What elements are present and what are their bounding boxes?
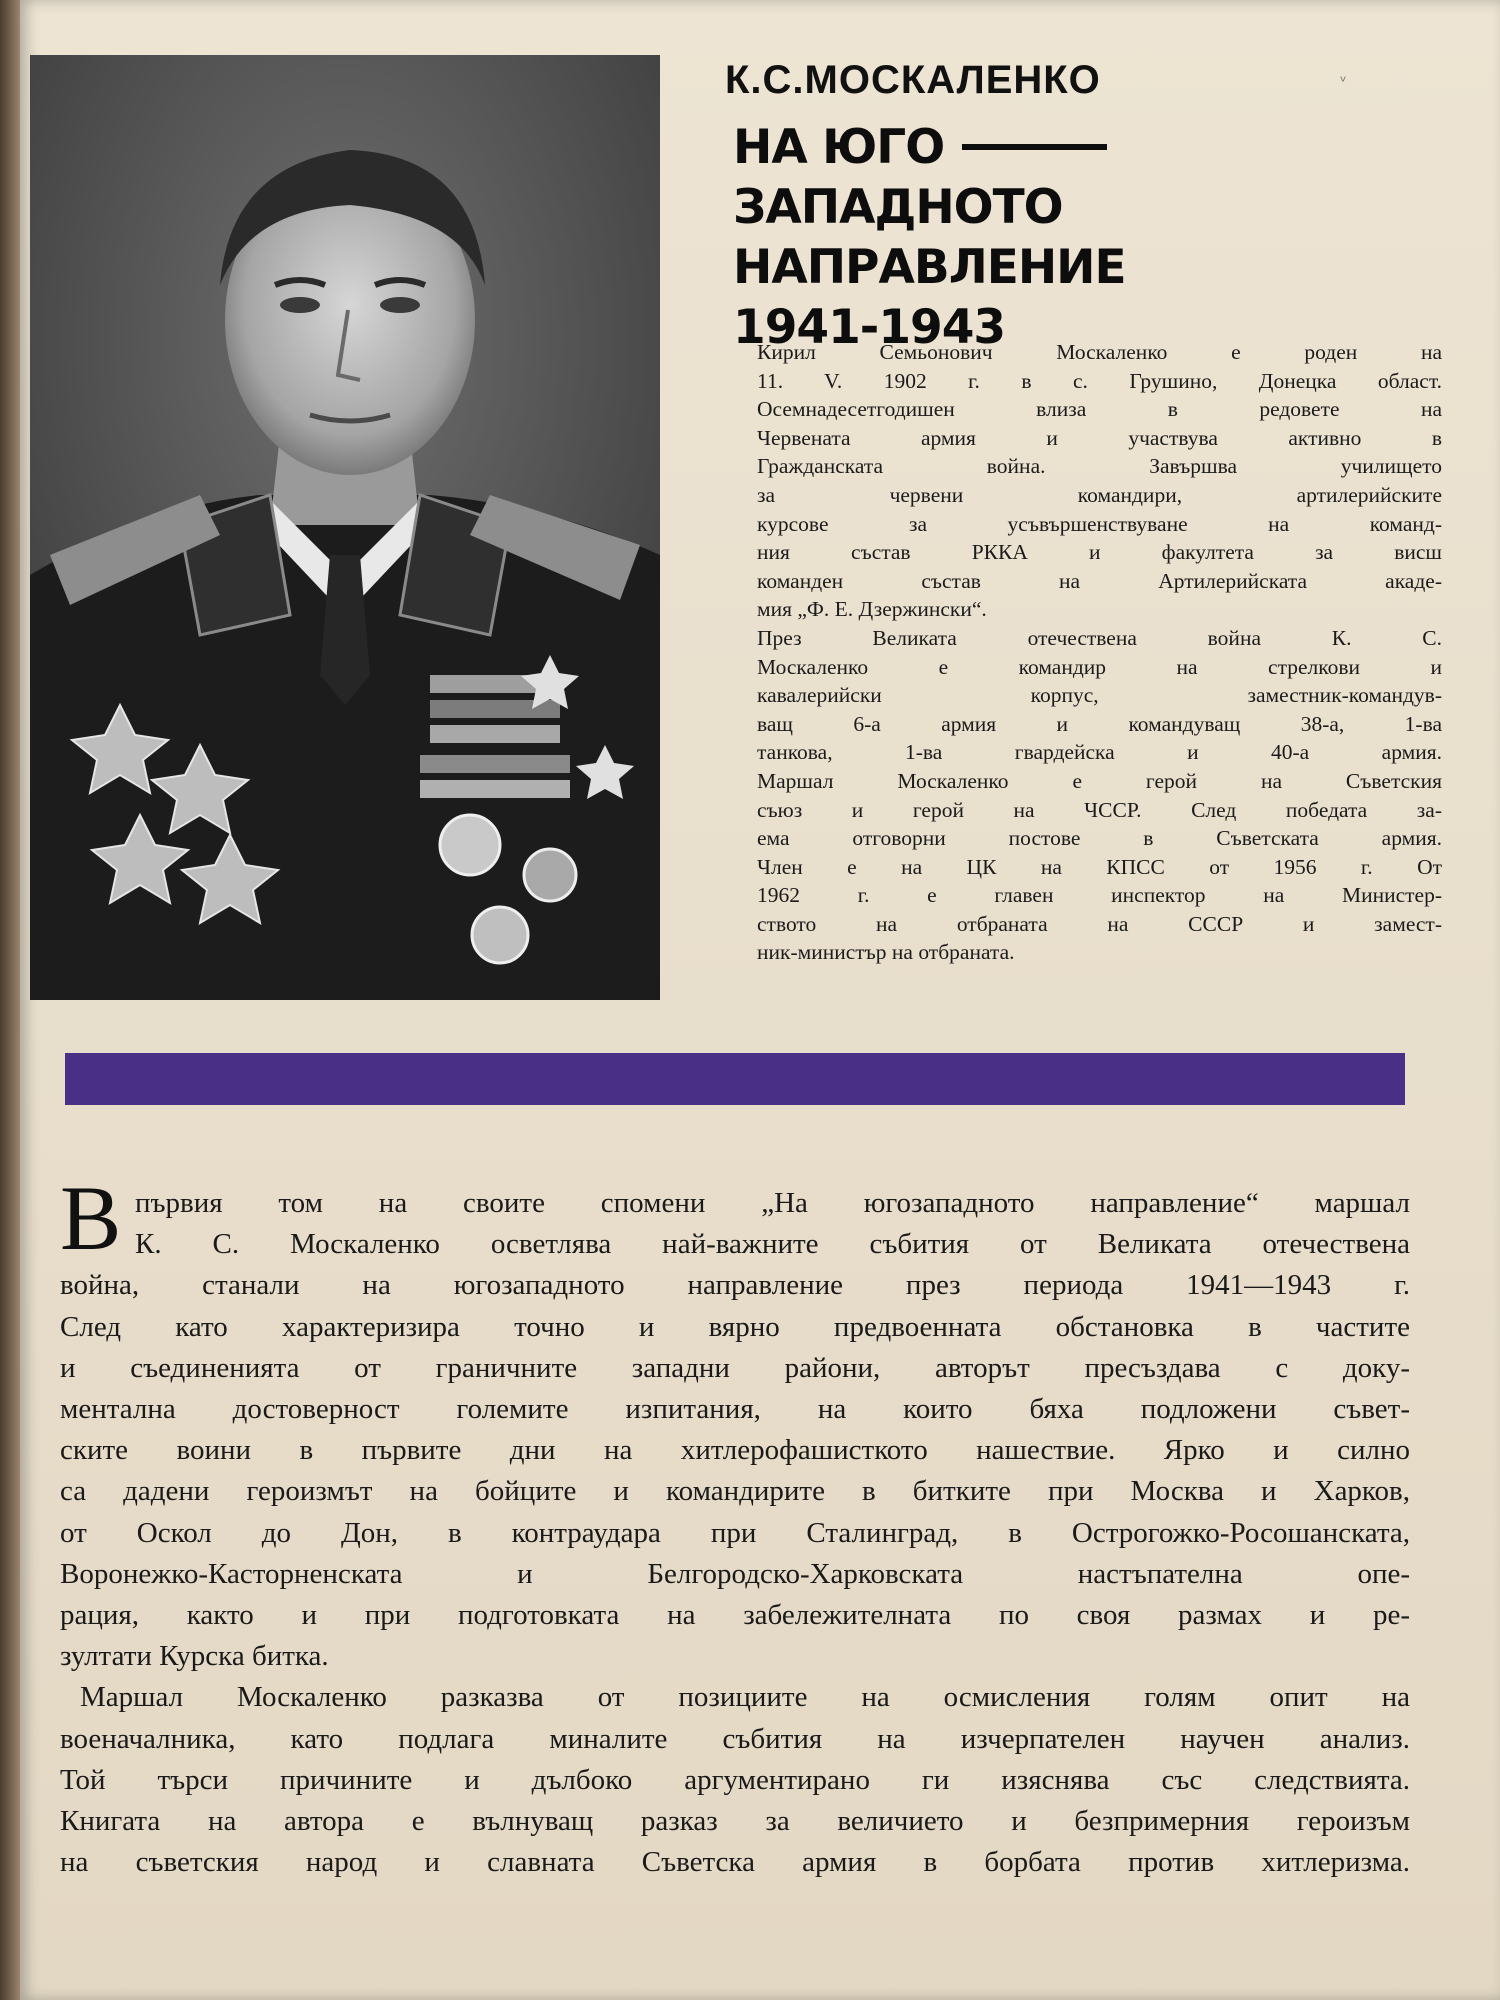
- bio-line: за червени командири, артилерийските: [757, 482, 1442, 507]
- bio-line: 11. V. 1902 г. в с. Грушино, Донецка област.: [757, 368, 1442, 393]
- bio-line: Маршал Москаленко е герой на Съветския: [757, 768, 1442, 793]
- description-line: К. С. Москаленко осветлява най-важните събития от Великата отечествена: [135, 1228, 1410, 1261]
- description-line: на съветския народ и славната Съветска армия в борбата против хитлеризма.: [60, 1846, 1410, 1879]
- bio-line: кавалерийски корпус, заместник-командув-: [757, 683, 1442, 708]
- corner-mark: ᵛ: [1340, 72, 1347, 91]
- bio-line: Член е на ЦК на КПСС от 1956 г. От: [757, 854, 1442, 879]
- description-line: ските воини в първите дни на хитлерофашисткото нашествие. Ярко и силно: [60, 1434, 1410, 1467]
- title-dash: [962, 144, 1107, 150]
- description-line: Маршал Москаленко разказва от позициите на осмисления голям опит на: [80, 1681, 1410, 1714]
- bio-line: През Великата отечествена война К. С.: [757, 625, 1442, 650]
- description-line: След като характеризира точно и вярно предвоенната обстановка в частите: [60, 1310, 1410, 1343]
- bio-line: ема отговорни постове в Съветската армия.: [757, 826, 1442, 851]
- author-biography: [757, 338, 1442, 967]
- title-line-4: 1941-1943: [733, 300, 1006, 355]
- book-description: [60, 1183, 1410, 1883]
- bio-line: курсове за усъвършенствуване на команд-: [757, 511, 1442, 536]
- description-line: са дадени героизмът на бойците и командирите в битките при Москва и Харков,: [60, 1475, 1410, 1508]
- bio-line: Кирил Семьонович Москаленко е роден на: [757, 340, 1442, 364]
- bio-line: ния състав РККА и факултета за висш: [757, 540, 1442, 565]
- drop-cap-letter: В: [60, 1167, 122, 1269]
- description-line: рация, както и при подготовката на забележителната по своя размах и ре-: [60, 1599, 1410, 1632]
- bio-line: 1962 г. е главен инспектор на Министер-: [757, 883, 1442, 908]
- portrait-illustration: [30, 55, 660, 1000]
- description-line: Книгата на автора е вълнуващ разказ за величието и безпримерния героизъм: [60, 1805, 1410, 1838]
- description-line: военачалника, като подлага миналите събития на изчерпателен научен анализ.: [60, 1722, 1410, 1755]
- author-portrait-photo: [30, 55, 660, 1000]
- bio-line: танкова, 1-ва гвардейска и 40-а армия.: [757, 740, 1442, 765]
- description-line: първия том на своите спомени „На югозападното направление“ маршал: [135, 1187, 1410, 1219]
- bio-line: Гражданската война. Завършва училището: [757, 454, 1442, 479]
- title-line-2: ЗАПАДНОТО: [733, 180, 1063, 235]
- book-spine-edge: [0, 0, 20, 2000]
- description-line: от Оскол до Дон, в контраудара при Сталинград, в Острогожко-Росошанската,: [60, 1516, 1410, 1549]
- description-line: Той търси причините и дълбоко аргументирано ги изяснява със следствията.: [60, 1763, 1410, 1796]
- bio-line: мия „Ф. Е. Дзержински“.: [757, 597, 987, 622]
- title-line-3: НАПРАВЛЕНИЕ: [733, 240, 1126, 295]
- description-line: Воронежко-Касторненската и Белгородско-Харковската настъпателна опе-: [60, 1557, 1410, 1590]
- title-line-1-text: НА ЮГО: [733, 120, 945, 175]
- purple-divider-bar: [65, 1053, 1405, 1105]
- bio-line: ващ 6-а армия и командуващ 38-а, 1-ва: [757, 711, 1442, 736]
- bio-line: Осемнадесетгодишен влиза в редовете на: [757, 397, 1442, 422]
- bio-line: Червената армия и участвува активно в: [757, 425, 1442, 450]
- book-title: [733, 118, 1126, 358]
- description-line: и съединенията от граничните западни райони, авторът пресъздава с доку-: [60, 1351, 1410, 1384]
- bio-line: ник-министър на отбраната.: [757, 940, 1015, 965]
- bio-line: команден състав на Артилерийската акаде-: [757, 568, 1442, 593]
- bio-line: Москаленко е командир на стрелкови и: [757, 654, 1442, 679]
- description-line: зултати Курска битка.: [60, 1640, 329, 1673]
- title-line-1: [733, 118, 1126, 178]
- book-author: К.С.МОСКАЛЕНКО: [725, 58, 1101, 102]
- bio-line: ството на отбраната на СССР и замест-: [757, 911, 1442, 936]
- description-line: ментална достоверност големите изпитания, на които бяха подложени съвет-: [60, 1393, 1410, 1426]
- bio-line: съюз и герой на ЧССР. След победата за-: [757, 797, 1442, 822]
- description-line: война, станали на югозападното направление през периода 1941—1943 г.: [60, 1269, 1410, 1302]
